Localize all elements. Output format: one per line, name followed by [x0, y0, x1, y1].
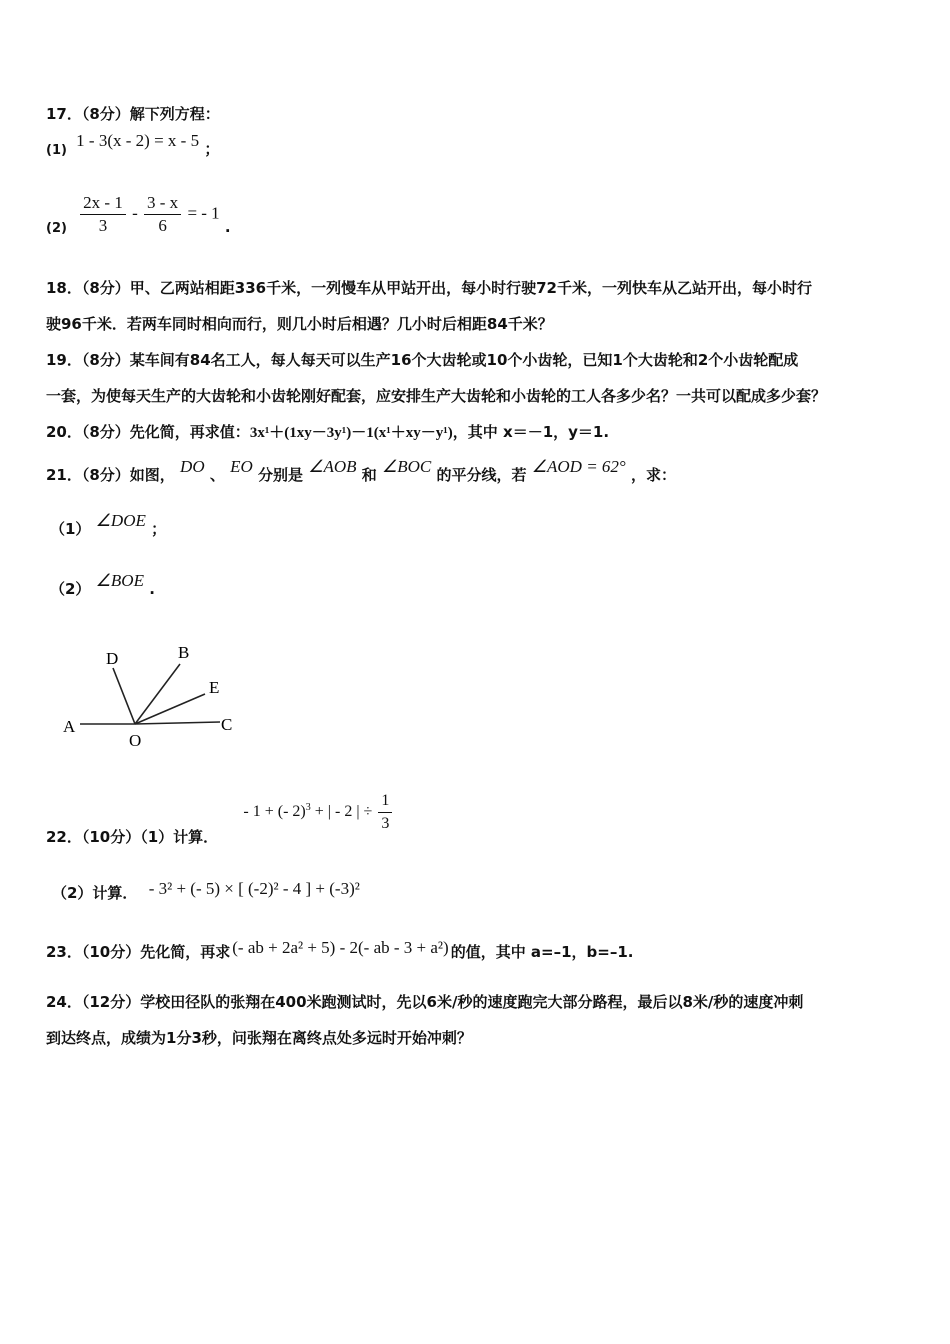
- q21-text: [46, 457, 676, 485]
- q21-and: 和: [361, 466, 377, 484]
- q17-part1-tail: ；: [204, 140, 220, 158]
- q18-line-1: 18．（8分）甲、乙两站相距336千米，一列慢车从甲站开出，每小时行驶72千米，一列快车从乙站开出，每小时行: [46, 279, 813, 297]
- q23-prefix: 23．（10分）先化简，再求: [46, 943, 231, 961]
- q22-part1-expr-a: - 1 + (- 2): [243, 803, 306, 821]
- q21-part2-angle: ∠BOE: [95, 571, 144, 590]
- q21-tail: ，求：: [630, 466, 676, 484]
- label-a: A: [63, 717, 76, 736]
- q17-part2: [46, 192, 231, 237]
- q24-line-2: 到达终点，成绩为1分3秒，问张翔在离终点处多远时开始冲刺？: [46, 1029, 472, 1047]
- q22-part1: [46, 790, 394, 847]
- q17-fraction-1: [80, 192, 126, 237]
- q22-part2-text: （2）计算．: [52, 884, 138, 902]
- q22-part1-expr-b: + | - 2 | ÷: [310, 803, 373, 821]
- q21-angle-boc: ∠BOC: [382, 457, 432, 476]
- q17-fraction-2-numerator: 3 - x: [144, 192, 181, 215]
- q22-part2: [52, 879, 360, 903]
- q20-prefix: 20．（8分）先化简，再求值：: [46, 423, 250, 441]
- q17-part1-equation: 1 - 3(x - 2) = x - 5: [76, 131, 200, 150]
- q17-part2-equation: [78, 192, 220, 237]
- q24-text: [46, 984, 916, 1056]
- q22-fraction-denominator: 3: [381, 815, 390, 832]
- ray-oc: [135, 722, 220, 724]
- q23-expression: (- ab + 2a² + 5) - 2(- ab - 3 + a²): [232, 938, 449, 957]
- q17-fraction-1-numerator: 2x - 1: [80, 192, 126, 215]
- label-c: C: [221, 715, 233, 734]
- ray-od: [113, 668, 135, 724]
- q17-fraction-2-denominator: 6: [158, 216, 167, 235]
- q23-suffix: 的值，其中 a=–1，b=–1.: [450, 943, 634, 961]
- q21-angle-figure: [55, 640, 255, 750]
- q19-line-1: 19．（8分）某车间有84名工人，每人每天可以生产16个大齿轮或10个小齿轮，已知1个大齿轮和2个小齿轮配成: [46, 351, 799, 369]
- q21-separator: 、: [209, 466, 225, 484]
- q21-do: DO: [180, 457, 205, 476]
- label-b: B: [178, 643, 190, 662]
- q21-part2-label: （2）: [50, 580, 91, 598]
- q24-line-1: 24．（12分）学校田径队的张翔在400米跑测试时，先以6米/秒的速度跑完大部分路程，最后以8米/秒的速度冲刺: [46, 993, 804, 1011]
- q21-part1-tail: ；: [151, 520, 167, 538]
- q22-fraction: [378, 790, 392, 835]
- q17-title: 17．（8分）解下列方程：: [46, 105, 220, 123]
- q21-part1-label: （1）: [50, 520, 91, 538]
- q22-part1-expression: [243, 790, 394, 835]
- q21-prefix: 21．（8分）如图，: [46, 466, 175, 484]
- q21-eo: EO: [230, 457, 253, 476]
- q21-part2: [50, 571, 155, 599]
- q22-part1-text: 22．（10分）（1）计算．: [46, 828, 219, 847]
- q20-suffix: ，其中 x＝－1，y＝1.: [452, 423, 610, 441]
- q19-text: [46, 342, 916, 414]
- q20-text: [46, 421, 609, 442]
- q21-part1: [50, 511, 167, 539]
- q21-condition: ∠AOD = 62°: [531, 457, 626, 476]
- q21-part2-tail: .: [149, 580, 155, 598]
- q21-mid2: 的平分线，若: [436, 466, 527, 484]
- label-e: E: [209, 678, 220, 697]
- q22-fraction-numerator: 1: [378, 790, 392, 813]
- q17-part2-tail: .: [224, 218, 231, 237]
- q17-fraction-1-denominator: 3: [98, 216, 108, 235]
- q17-rhs: = - 1: [187, 203, 220, 223]
- q17-part1: [46, 131, 220, 159]
- q17-fraction-2: [144, 192, 181, 237]
- q19-line-2: 一套，为使每天生产的大齿轮和小齿轮刚好配套，应安排生产大齿轮和小齿轮的工人各多少名？一共可以配成多少套？: [46, 387, 827, 405]
- label-d: D: [106, 649, 119, 668]
- q20-expression: 3x¹＋(1xy－3y¹)－1(x¹＋xy－y¹): [249, 425, 453, 441]
- q17-part1-label: (1): [46, 143, 67, 158]
- q21-angle-aob: ∠AOB: [308, 457, 357, 476]
- q22-part2-expression: - 3² + (- 5) × [ (-2)² - 4 ] + (-3)²: [148, 879, 360, 898]
- q22-part1-exponent: 3: [305, 801, 311, 813]
- q18-line-2: 驶96千米．若两车同时相向而行，则几小时后相遇？几小时后相距84千米？: [46, 315, 553, 333]
- q18-text: [46, 270, 916, 342]
- q17-minus: -: [132, 203, 138, 223]
- label-o: O: [129, 731, 142, 750]
- q21-mid1: 分别是: [258, 466, 304, 484]
- q21-part1-angle: ∠DOE: [95, 511, 146, 530]
- q17-part2-label: (2): [46, 221, 67, 237]
- q23-text: [46, 938, 634, 962]
